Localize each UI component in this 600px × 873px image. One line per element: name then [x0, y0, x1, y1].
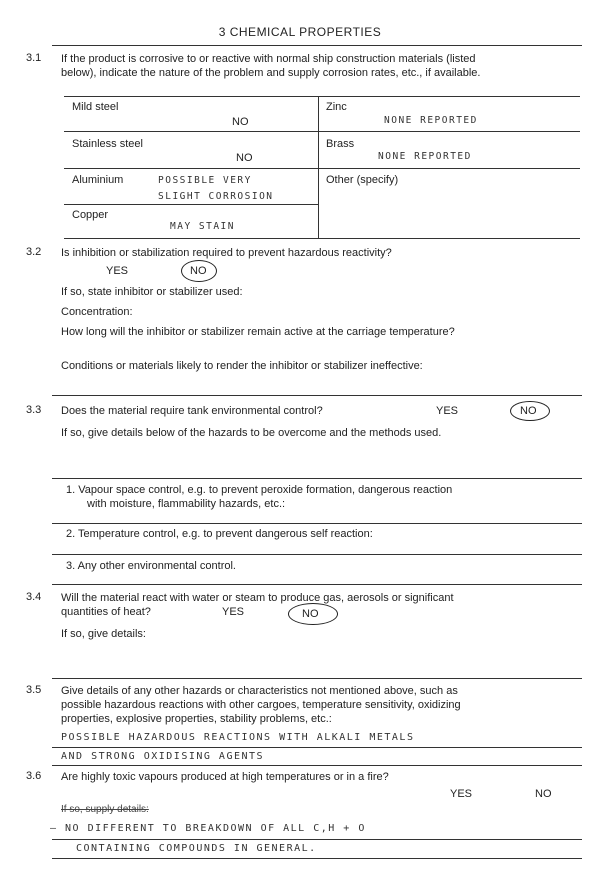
mild-steel-label: Mild steel [72, 101, 119, 113]
section-3-1-question-line1: If the product is corrosive to or reactive with normal ship construction materials (listed [61, 53, 476, 65]
answer-rule [52, 747, 582, 748]
answer-rule [52, 858, 582, 859]
section-3-6-answer-line1: — NO DIFFERENT TO BREAKDOWN OF ALL C,H + O [50, 823, 366, 834]
section-3-5-question-line2: possible hazardous reactions with other cargoes, temperature sensitivity, oxidizing [61, 699, 461, 711]
table-row-rule [64, 131, 580, 132]
brass-value: NONE REPORTED [378, 151, 472, 162]
section-3-4-details-label: If so, give details: [61, 628, 146, 640]
section-3-3-no: NO [520, 405, 537, 417]
section-3-6-answer-line2: CONTAINING COMPOUNDS IN GENERAL. [76, 843, 317, 854]
copper-value: MAY STAIN [170, 221, 235, 232]
environmental-control-details: If so, give details below of the hazards to be overcome and the methods used. [61, 427, 442, 439]
section-3-4-no: NO [302, 608, 319, 620]
table-row-rule [64, 204, 318, 205]
section-3-6-number: 3.6 [26, 770, 42, 782]
answer-rule [52, 839, 582, 840]
table-row-rule [64, 168, 580, 169]
inhibitor-duration-question: How long will the inhibitor or stabilizer remain active at the carriage temperature? [61, 326, 455, 338]
section-rule [52, 584, 582, 585]
aluminium-value-line1: POSSIBLE VERY [158, 175, 252, 186]
zinc-label: Zinc [326, 101, 347, 113]
table-bottom-rule [64, 238, 580, 239]
stainless-steel-label: Stainless steel [72, 138, 143, 150]
other-environmental-control: 3. Any other environmental control. [66, 560, 236, 572]
section-3-6-question: Are highly toxic vapours produced at high temperatures or in a fire? [61, 771, 389, 783]
table-divider [318, 96, 319, 238]
section-3-5-question-line3: properties, explosive properties, stability problems, etc.: [61, 713, 332, 725]
title-rule [52, 45, 582, 46]
vapour-space-control-line1: 1. Vapour space control, e.g. to prevent peroxide formation, dangerous reaction [66, 484, 453, 496]
answer-rule [52, 765, 582, 766]
copper-label: Copper [72, 209, 109, 221]
section-3-2-yes: YES [106, 265, 129, 277]
section-3-5-question-line1: Give details of any other hazards or characteristics not mentioned above, such as [61, 685, 458, 697]
table-top-rule [64, 96, 580, 97]
section-3-6-yes: YES [450, 788, 473, 800]
section-3-6-no: NO [535, 788, 552, 800]
section-3-4-question-line2: quantities of heat? [61, 606, 151, 618]
section-3-4-question-line1: Will the material react with water or steam to produce gas, aerosols or significant [61, 592, 454, 604]
vapour-space-control-line2: with moisture, flammability hazards, etc.: [87, 498, 286, 510]
inhibitor-label: If so, state inhibitor or stabilizer used: [61, 286, 243, 298]
section-3-3-question: Does the material require tank environmental control? [61, 405, 323, 417]
concentration-label: Concentration: [61, 306, 133, 318]
section-rule [52, 395, 582, 396]
section-3-2-question: Is inhibition or stabilization required to prevent hazardous reactivity? [61, 247, 392, 259]
section-3-2-no: NO [190, 265, 207, 277]
brass-label: Brass [326, 138, 355, 150]
section-3-4-yes: YES [222, 606, 245, 618]
section-rule [52, 478, 582, 479]
section-rule [52, 554, 582, 555]
section-3-3-yes: YES [436, 405, 459, 417]
section-title: 3 CHEMICAL PROPERTIES [218, 25, 382, 39]
section-rule [52, 523, 582, 524]
section-3-1-number: 3.1 [26, 52, 42, 64]
section-3-5-answer-line1: POSSIBLE HAZARDOUS REACTIONS WITH ALKALI METALS [61, 732, 415, 743]
mild-steel-value: NO [232, 116, 249, 128]
section-3-3-number: 3.3 [26, 404, 42, 416]
section-3-5-answer-line2: AND STRONG OXIDISING AGENTS [61, 751, 265, 762]
section-3-5-number: 3.5 [26, 684, 42, 696]
struck-details-label: If so, supply details: [61, 804, 149, 815]
section-3-4-number: 3.4 [26, 591, 42, 603]
aluminium-value-line2: SLIGHT CORROSION [158, 191, 274, 202]
zinc-value: NONE REPORTED [384, 115, 478, 126]
inhibitor-conditions-question: Conditions or materials likely to render the inhibitor or stabilizer ineffective: [61, 360, 423, 372]
temperature-control: 2. Temperature control, e.g. to prevent dangerous self reaction: [66, 528, 373, 540]
section-3-1-question-line2: below), indicate the nature of the problem and supply corrosion rates, etc., if available. [61, 67, 481, 79]
aluminium-label: Aluminium [72, 174, 124, 186]
section-rule [52, 678, 582, 679]
stainless-steel-value: NO [236, 152, 253, 164]
section-3-2-number: 3.2 [26, 246, 42, 258]
other-label: Other (specify) [326, 174, 399, 186]
